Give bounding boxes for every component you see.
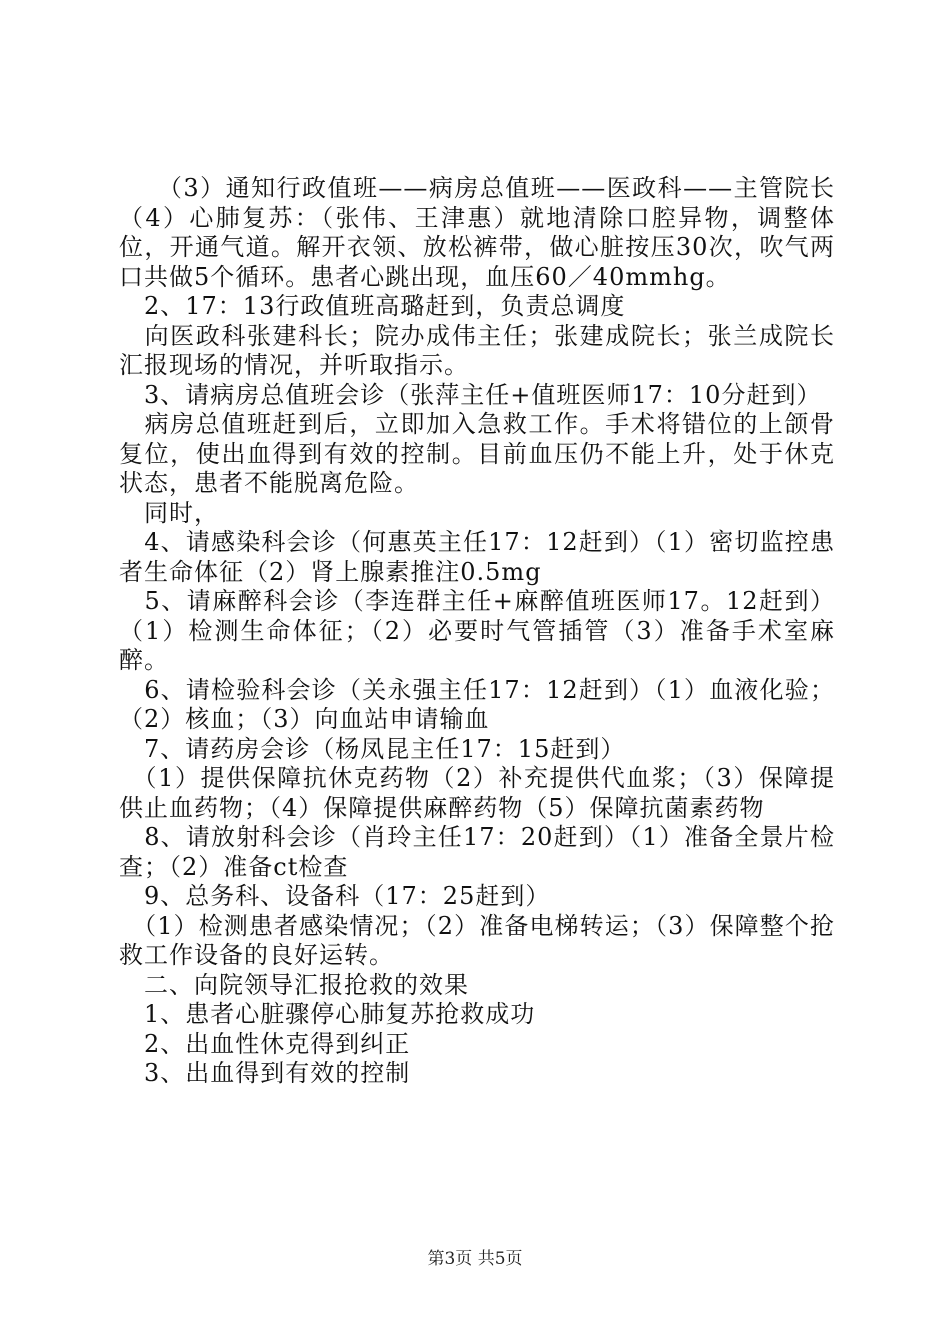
paragraph-meanwhile: 同时， bbox=[119, 498, 219, 527]
page-number-footer: 第3页 共5页 bbox=[427, 1249, 523, 1269]
paragraph-item-5: 5、请麻醉科会诊（李连群主任+麻醉值班医师17。12赶到）（1）检测生命体征；（2）必要时气管插管（3）准备手术室麻醉。 bbox=[119, 587, 835, 674]
paragraph-notify-chain: （3）通知行政值班——病房总值班——医政科——主管院长（4）心肺复苏：（张伟、王津惠）就地清除口腔异物，调整体位，开通气道。解开衣领、放松裤带，做心脏按压30次，吹气两口共做5个循环。患者心跳出现，血压60／40mmhg。 bbox=[119, 174, 835, 291]
paragraph-ward-duty: 病房总值班赶到后，立即加入急救工作。手术将错位的上颌骨复位，使出血得到有效的控制。目前血压仍不能上升，处于休克状态，患者不能脱离危险。 bbox=[119, 410, 835, 497]
paragraph-result-1: 1、患者心脏骤停心肺复苏抢救成功 bbox=[119, 1000, 536, 1028]
document-body bbox=[119, 174, 835, 1089]
paragraph-result-3: 3、出血得到有效的控制 bbox=[119, 1059, 411, 1087]
paragraph-item-4: 4、请感染科会诊（何惠英主任17：12赶到）（1）密切监控患者生命体征（2）肾上腺素推注0.5mg bbox=[119, 528, 835, 586]
paragraph-logistics-tasks: （1）检测患者感染情况；（2）准备电梯转运；（3）保障整个抢救工作设备的良好运转。 bbox=[119, 911, 835, 969]
paragraph-item-3: 3、请病房总值班会诊（张萍主任+值班医师17：10分赶到） bbox=[119, 380, 822, 409]
paragraph-report-leaders: 向医政科张建科长；院办成伟主任；张建成院长；张兰成院长汇报现场的情况，并听取指示。 bbox=[119, 321, 835, 379]
paragraph-item-9: 9、总务科、设备科（17：25赶到） bbox=[119, 882, 551, 910]
paragraph-pharmacy-tasks: （1）提供保障抗休克药物（2）补充提供代血浆；（3）保障提供止血药物；（4）保障提供麻醉药物（5）保障抗菌素药物 bbox=[119, 764, 835, 822]
paragraph-item-6: 6、请检验科会诊（关永强主任17：12赶到）（1）血液化验；（2）核血；（3）向血站申请输血 bbox=[119, 675, 835, 733]
section-heading-results: 二、向院领导汇报抢救的效果 bbox=[119, 970, 469, 999]
paragraph-item-7: 7、请药房会诊（杨凤昆主任17：15赶到） bbox=[119, 734, 626, 763]
paragraph-item-2: 2、17：13行政值班高璐赶到，负责总调度 bbox=[119, 292, 626, 320]
paragraph-item-8: 8、请放射科会诊（肖玲主任17：20赶到）（1）准备全景片检查；（2）准备ct检查 bbox=[119, 823, 835, 881]
paragraph-result-2: 2、出血性休克得到纠正 bbox=[119, 1029, 411, 1058]
